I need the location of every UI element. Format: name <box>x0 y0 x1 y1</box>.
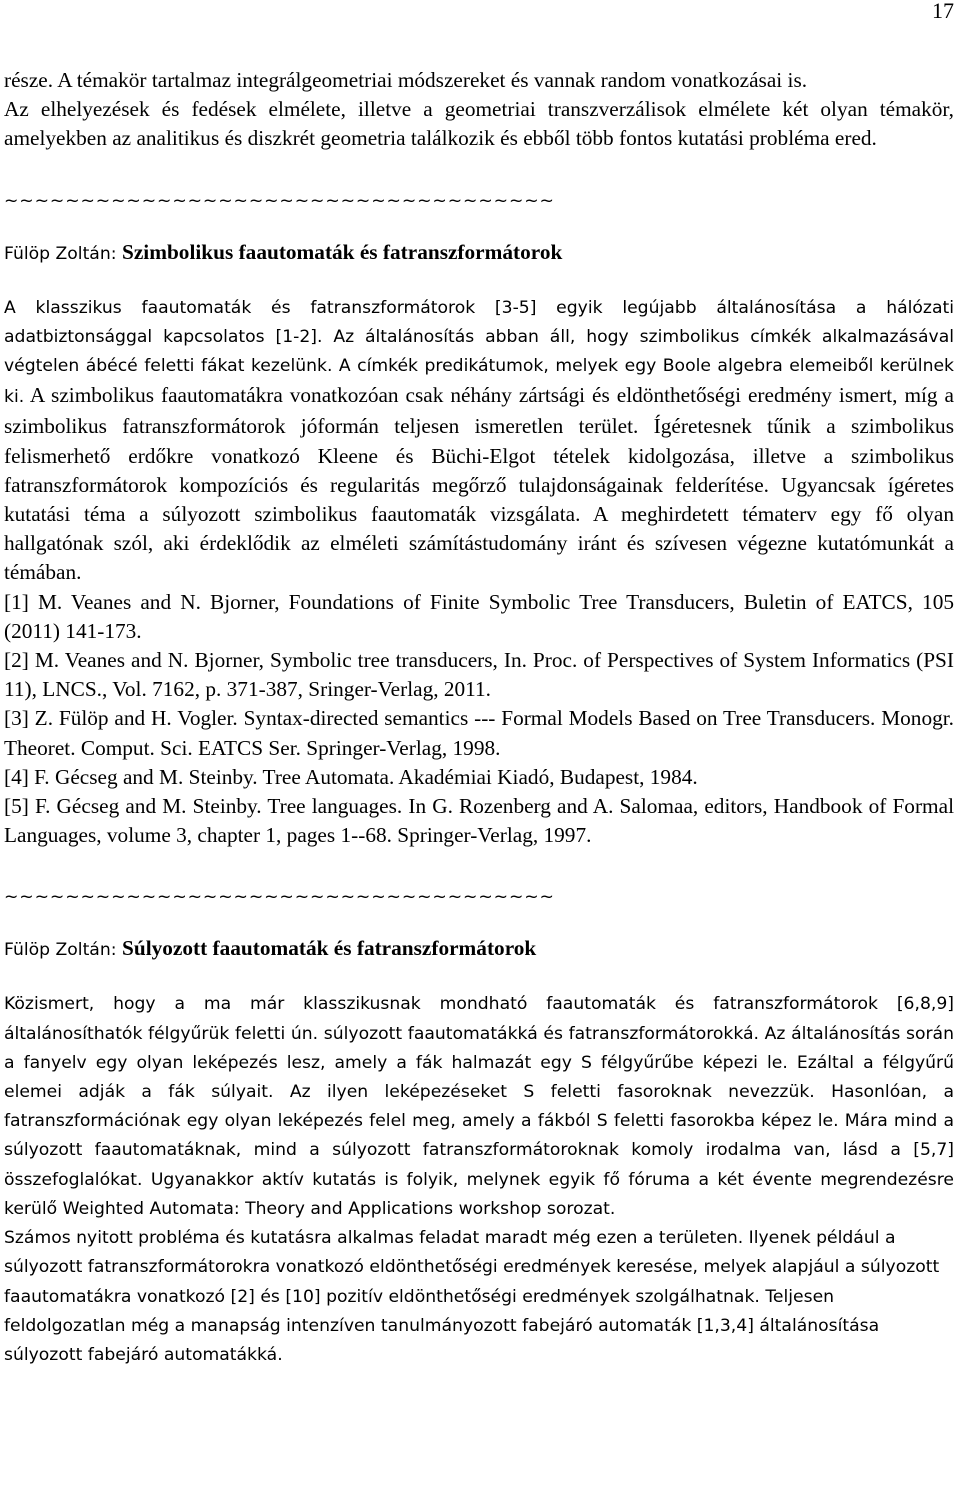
reference-item: [3] Z. Fülöp and H. Vogler. Syntax-directed semantics --- Formal Models Based on Tree Transducers. Monogr. Theoret. Comput. Sci. EATCS Ser. Springer-Verlag, 1998. <box>4 706 954 760</box>
section-heading <box>4 240 954 265</box>
section-paragraph: Számos nyitott probléma és kutatásra alkalmas feladat maradt még ezen a területen. Ilyenek például a súlyozott fatranszformátorokra vonatkozó eldönthetőségi eredmények keresése, melyek alapjául a súlyozott faautomatákra vonatkozó [2] és [10] pozitív eldönthetőségi eredmények szolgálhatnak. Teljesen feldolgozatlan még a manapság intenzíven tanulmányozott fabejáró automaták [1,3,4] általánosítása súlyozott fabejáró automatákká. <box>4 1228 940 1365</box>
paragraph-sans-part: A klasszikus faautomaták és fatranszformátorok [3-5] egyik legújabb általánosítása a hálózati adatbiztonsággal kapcsolatos [1-2]. Az általánosítás abban áll, hogy szimbolikus címkék alkalmazásával végtelen ábécé feletti fákat kezelünk. A címkék predikátumok, melyek egy Boole algebra elemeiből kerülnek ki. <box>4 297 954 408</box>
document-body <box>4 66 954 1370</box>
section-separator: ~~~~~~~~~~~~~~~~~~~~~~~~~~~~~~~~~~~~ <box>4 887 555 908</box>
section-author: Fülöp Zoltán: <box>4 940 122 961</box>
section-title: Súlyozott faautomaták és fatranszformátorok <box>122 936 537 961</box>
section-title: Szimbolikus faautomaták és fatranszformátorok <box>122 239 563 264</box>
reference-item: [4] F. Gécseg and M. Steinby. Tree Automata. Akadémiai Kiadó, Budapest, 1984. <box>4 764 698 789</box>
intro-paragraph-2: Az elhelyezések és fedések elmélete, illetve a geometriai transzverzálisok elmélete két olyan témakör, amelyekben az analitikus és diszkrét geometria találkozik és ebből több fontos kutatási probléma ered. <box>4 97 954 151</box>
intro-paragraph-1: része. A témakör tartalmaz integrálgeometriai módszereket és vannak random vonatkozásai is. <box>4 68 808 92</box>
section-paragraph <box>4 294 954 588</box>
section-body <box>4 990 954 1370</box>
paragraph-serif-part: A szimbolikus faautomatákra vonatkozóan csak néhány zártsági és eldönthetőségi eredmény ismert, míg a szimbolikus fatranszformátorok jóformán teljesen ismeretlen terület. Ígéretesnek tűnik a szimbolikus felismerhető erdőkre vonatkozó Kleene és Büchi-Elgot tételek kidolgozása, illetve a szimbolikus fatranszformátorok kompozíciós és regularitás megőrző tulajdonságainak felderítése. Ugyancsak ígéretes kutatási téma a súlyozott szimbolikus faautomaták vizsgálata. A meghirdetett tématerv egy fő olyan hallgatónak szól, aki érdeklődik az elméleti számítástudomány iránt és szívesen végezne kutatómunkát a témában. <box>4 383 955 585</box>
section-heading <box>4 936 954 961</box>
section-author: Fülöp Zoltán: <box>4 243 122 264</box>
reference-item: [2] M. Veanes and N. Bjorner, Symbolic tree transducers, In. Proc. of Perspectives of System Informatics (PSI 11), LNCS., Vol. 7162, p. 371-387, Sringer-Verlag, 2011. <box>4 648 954 702</box>
reference-list <box>4 588 954 851</box>
reference-item: [1] M. Veanes and N. Bjorner, Foundations of Finite Symbolic Tree Transducers, Buletin of EATCS, 105 (2011) 141-173. <box>4 589 954 643</box>
reference-item: [5] F. Gécseg and M. Steinby. Tree languages. In G. Rozenberg and A. Salomaa, editors, Handbook of Formal Languages, volume 3, chapter 1, pages 1--68. Springer-Verlag, 1997. <box>4 794 954 848</box>
section-paragraph: Közismert, hogy a ma már klasszikusnak mondható faautomaták és fatranszformátorok [6,8,9] általánosíthatók félgyűrük feletti ún. súlyozott faautomatákká és fatranszformátorokká. Az általánosítás során a fanyelv egy olyan leképezés lesz, amely a fák halmazát egy S félgyűrűbe képezi le. Ezáltal a félgyűrű elemei adják a fák súlyait. Az ilyen leképezéseket S feletti fasoroknak nevezzük. Hasonlóan, a fatranszformációnak egy olyan leképezés felel meg, amely a fákból S feletti fasorokba képez le. Mára mind a súlyozott faautomatáknak, mind a súlyozott fatranszformátoroknak komoly irodalma van, lásd a [5,7] összefoglalókat. Ugyanakkor aktív kutatás is folyik, melynek egyik fő fóruma a két évente megrendezésre kerülő Weighted Automata: Theory and Applications workshop sorozat. <box>4 994 954 1219</box>
section-separator: ~~~~~~~~~~~~~~~~~~~~~~~~~~~~~~~~~~~~ <box>4 190 555 211</box>
page-number: 17 <box>932 0 954 23</box>
section-body <box>4 294 954 851</box>
